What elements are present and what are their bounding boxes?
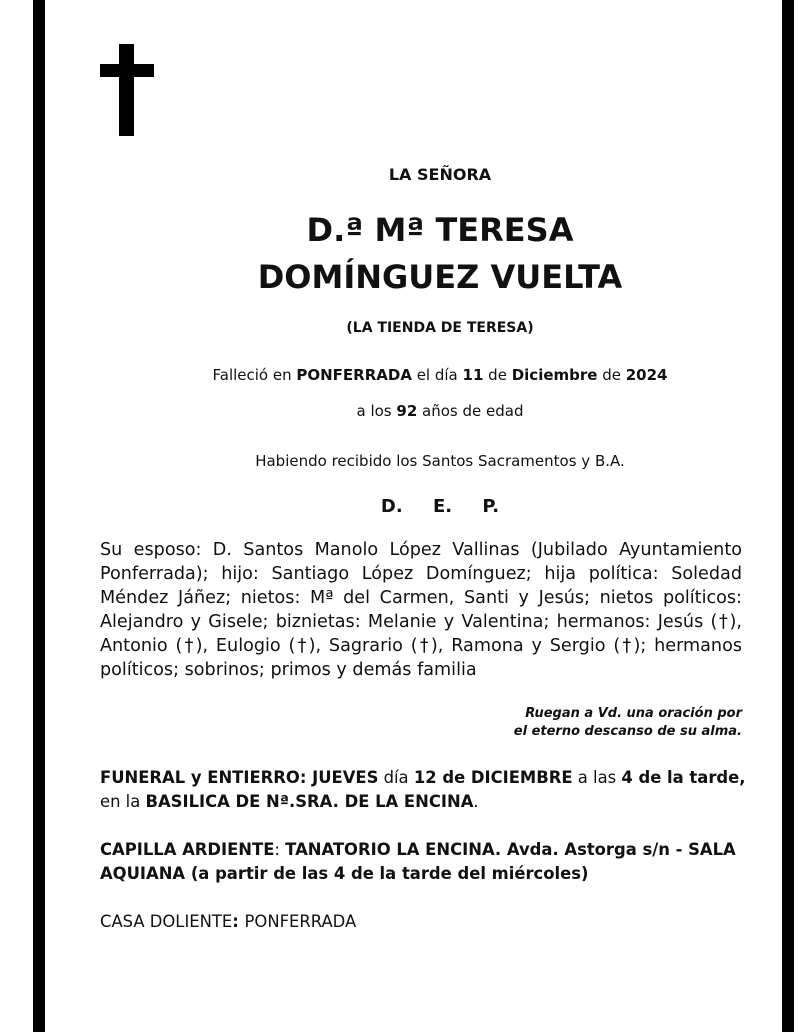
family-text: Su esposo: D. Santos Manolo López Vallinas (Jubilado Ayuntamiento Ponferrada); hijo: Santiago López Domínguez; hija política: Soledad Méndez Jáñez; nietos: Mª del Carmen, Santi y Jesús; nietos políticos: Alejandro y Gisele; biznietas: Melanie y Valentina; hermanos: Jesús (†), Antonio (†), Eulogio (†), Sagrario (†), Ramona y Sergio (†); hermanos políticos; sobrinos; primos y demás familia xyxy=(100,540,742,680)
death-notice: Falleció en PONFERRADA el día 11 de Diciembre de 2024 xyxy=(212,366,668,384)
nickname: (LA TIENDA DE TERESA) xyxy=(346,320,534,336)
sacraments-line: Habiendo recibido los Santos Sacramentos y B.A. xyxy=(255,452,625,470)
prayer-line-1: Ruegan a Vd. una oración por xyxy=(525,706,742,721)
prayer-line-2: el eterno descanso de su alma. xyxy=(513,724,742,739)
casa-doliente: CASA DOLIENTE: PONFERRADA xyxy=(100,912,357,931)
capilla-info: CAPILLA ARDIENTE: TANATORIO LA ENCINA. Avda. Astorga s/n - SALA AQUIANA (a partir de las 4 de la tarde del miércoles) xyxy=(100,840,736,883)
deceased-name-line2: DOMÍNGUEZ VUELTA xyxy=(257,258,623,296)
funeral-info: FUNERAL y ENTIERRO: JUEVES día 12 de DICIEMBRE a las 4 de la tarde, en la BASILICA DE Nª.SRA. DE LA ENCINA. xyxy=(100,768,746,811)
age-line: a los 92 años de edad xyxy=(356,402,524,420)
right-border xyxy=(782,0,794,1032)
left-border xyxy=(33,0,45,1032)
deceased-name-line1: D.ª Mª TERESA xyxy=(306,211,574,249)
rip-line: D. E. P. xyxy=(380,496,500,517)
cross-icon xyxy=(100,44,154,136)
heading-title: LA SEÑORA xyxy=(388,165,492,184)
